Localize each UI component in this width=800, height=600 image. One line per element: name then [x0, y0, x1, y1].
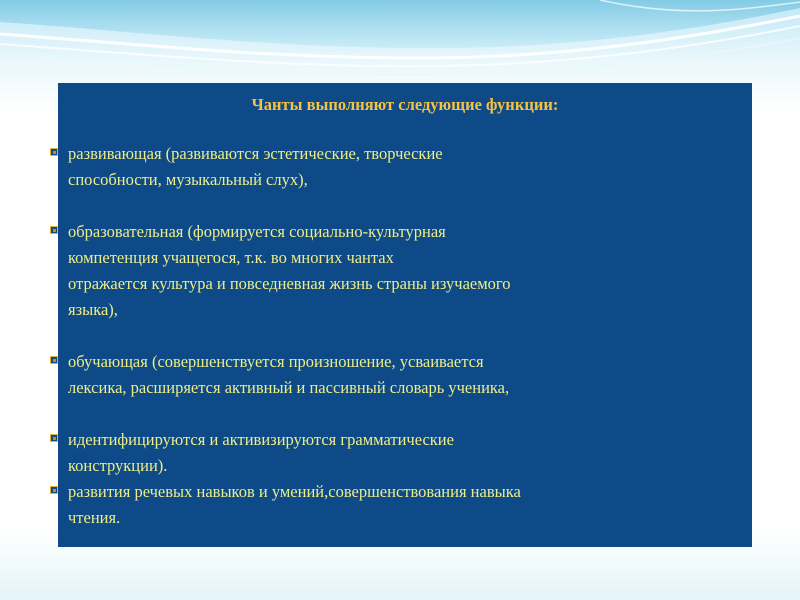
list-item [58, 349, 738, 401]
item-line: отражается культура и повседневная жизнь страны изучаемого [68, 274, 511, 293]
square-bullet-icon [50, 148, 58, 156]
item-line: обучающая (совершенствуется произношение, усваивается [68, 352, 484, 371]
square-bullet-icon [50, 434, 58, 442]
square-bullet-icon [50, 226, 58, 234]
item-line: образовательная (формируется социально-культурная [68, 222, 446, 241]
function-list [58, 141, 738, 531]
item-line: конструкции). [68, 456, 168, 475]
item-line: языка), [68, 300, 118, 319]
square-bullet-icon [50, 486, 58, 494]
item-line: чтения. [68, 508, 121, 527]
list-item [58, 141, 738, 193]
item-line: лексика, расширяется активный и пассивный словарь ученика, [68, 378, 510, 397]
item-line: способности, музыкальный слух), [68, 170, 308, 189]
item-line: развития речевых навыков и умений,совершенствования навыка [68, 482, 521, 501]
list-item [58, 219, 738, 323]
item-line: идентифицируются и активизируются грамматические [68, 430, 454, 449]
item-line: развивающая (развиваются эстетические, творческие [68, 144, 443, 163]
content-box [58, 83, 752, 547]
square-bullet-icon [50, 356, 58, 364]
list-item [58, 427, 738, 479]
wave-decoration [0, 0, 800, 90]
slide-title: Чанты выполняют следующие функции: [251, 95, 559, 114]
list-item [58, 479, 738, 531]
item-line: компетенция учащегося, т.к. во многих чантах [68, 248, 394, 267]
